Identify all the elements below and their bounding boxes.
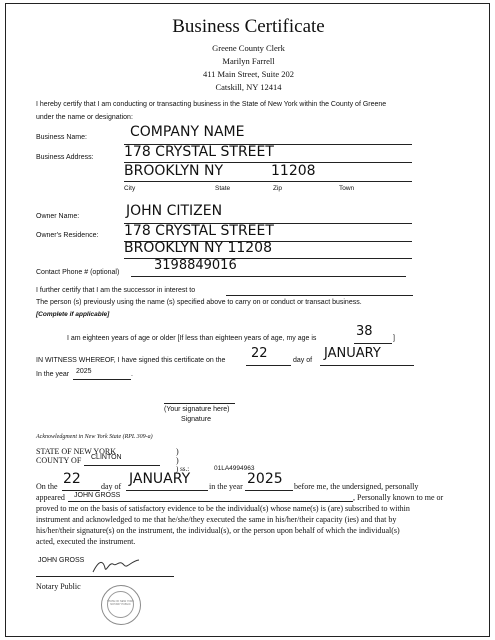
ack-year-value[interactable]: 2025: [247, 471, 283, 487]
acknowledgment-heading: Acknowledgment in New York State (RPL 309-a): [36, 434, 153, 440]
successor-line: [226, 295, 413, 296]
ack-body-1: proved to me on the basis of satisfactory evidence to be the individual(s) whose name(s) is (are) subscribed to within: [36, 504, 410, 513]
business-city-value[interactable]: BROOKLYN NY: [124, 163, 223, 179]
business-name-value[interactable]: COMPANY NAME: [130, 124, 245, 140]
business-city-line: [124, 181, 412, 182]
owner-city-value[interactable]: BROOKLYN NY 11208: [124, 240, 272, 256]
signature-label: Signature: [181, 416, 211, 423]
ack-on-the: On the: [36, 482, 58, 491]
ack-body-4: acted, executed the instrument.: [36, 537, 136, 546]
ack-month-value[interactable]: JANUARY: [129, 471, 191, 487]
county-line: [84, 465, 160, 466]
age-value[interactable]: 38: [356, 324, 373, 339]
ack-before-me: before me, the undersigned, personally: [294, 482, 419, 491]
ack-month-line: [126, 490, 208, 491]
city-caption: City: [124, 185, 136, 192]
state-caption: State: [215, 185, 231, 192]
age-statement: I am eighteen years of age or older [If less than eighteen years of age, my age is: [67, 335, 317, 342]
ack-appeared-line: [68, 501, 353, 502]
age-line: [354, 343, 392, 344]
notary-name[interactable]: JOHN GROSS: [38, 557, 85, 564]
witness-day-value[interactable]: 22: [251, 346, 268, 361]
business-street-value[interactable]: 178 CRYSTAL STREET: [124, 144, 274, 160]
ack-day-of: day of: [101, 482, 122, 491]
notary-public-label: Notary Public: [36, 582, 81, 591]
owner-name-value[interactable]: JOHN CITIZEN: [126, 203, 223, 219]
county-of-label: COUNTY OF: [36, 456, 82, 465]
county-value[interactable]: CLINTON: [91, 454, 122, 461]
contact-phone-label: Contact Phone # (optional): [36, 269, 120, 276]
owner-name-label: Owner Name:: [36, 213, 80, 220]
witness-month-value[interactable]: JANUARY: [324, 346, 381, 361]
successor-note: [Complete if applicable]: [36, 311, 110, 318]
document-title: Business Certificate: [172, 16, 325, 37]
clerk-address-city: Catskill, NY 12414: [215, 82, 282, 92]
ss-label: ) ss.:: [176, 465, 190, 473]
witness-year-value[interactable]: 2025: [76, 368, 92, 375]
county-paren: ): [176, 456, 179, 465]
successor-line-1: I further certify that I am the successor in interest to: [36, 287, 196, 294]
applicant-signature-line: [164, 403, 235, 404]
certificate-page: [5, 3, 490, 637]
town-caption: Town: [339, 185, 355, 192]
contact-phone-line: [131, 276, 406, 277]
ack-year-line: [245, 490, 293, 491]
intro-line-1: I hereby certify that I am conducting or transacting business in the State of New York within the County of Greene: [36, 101, 387, 108]
witness-year-dot: .: [131, 371, 133, 378]
notary-signature-scribble: [91, 556, 141, 578]
owner-residence-label: Owner's Residence:: [36, 232, 99, 239]
notary-seal-text: STATE OF NEW YORK NOTARY PUBLIC: [106, 600, 135, 606]
age-bracket: ]: [393, 335, 395, 342]
signature-caption: (Your signature here): [164, 406, 230, 413]
clerk-office: Greene County Clerk: [212, 43, 285, 53]
business-address-label: Business Address:: [36, 154, 94, 161]
ack-day-value[interactable]: 22: [63, 471, 81, 487]
state-paren: ): [176, 447, 179, 456]
successor-line-2: The person (s) previously using the name (s) specified above to carry on or conduct or transact business.: [36, 299, 362, 306]
notary-signature-line: [36, 576, 174, 577]
ack-body-2: instrument and acknowledged to me that he/she/they executed the same in his/her/their capacity (ies) and that by: [36, 515, 397, 524]
ack-day-line: [62, 490, 100, 491]
witness-month-line: [320, 365, 414, 366]
business-zip-value[interactable]: 11208: [271, 163, 316, 179]
witness-year-label: In the year: [36, 371, 70, 378]
owner-street-value[interactable]: 178 CRYSTAL STREET: [124, 223, 274, 239]
business-name-label: Business Name:: [36, 134, 87, 141]
clerk-address-street: 411 Main Street, Suite 202: [202, 69, 295, 79]
ack-appeared-value[interactable]: JOHN GROSS: [74, 492, 121, 499]
clerk-name: Marilyn Farrell: [222, 56, 275, 66]
ack-appeared: appeared: [36, 493, 65, 502]
witness-year-line: [73, 379, 131, 380]
ack-in-the-year: in the year: [209, 482, 243, 491]
ack-known: , Personally known to me or: [353, 493, 444, 502]
witness-statement: IN WITNESS WHEREOF, I have signed this certificate on the: [36, 357, 226, 364]
contact-phone-value[interactable]: 3198849016: [154, 258, 237, 273]
intro-line-2: under the name or designation:: [36, 114, 133, 121]
witness-day-of: day of: [293, 357, 313, 364]
notary-seal: [101, 585, 141, 625]
ss-value[interactable]: 01LA4994963: [214, 465, 255, 472]
witness-day-line: [246, 365, 291, 366]
state-of-new-york: STATE OF NEW YORK: [36, 447, 117, 456]
ack-body-3: his/her/their signature(s) on the instrument, the individual(s), or the person upon behalf of which the individual(s): [36, 526, 400, 535]
zip-caption: Zip: [273, 185, 283, 192]
